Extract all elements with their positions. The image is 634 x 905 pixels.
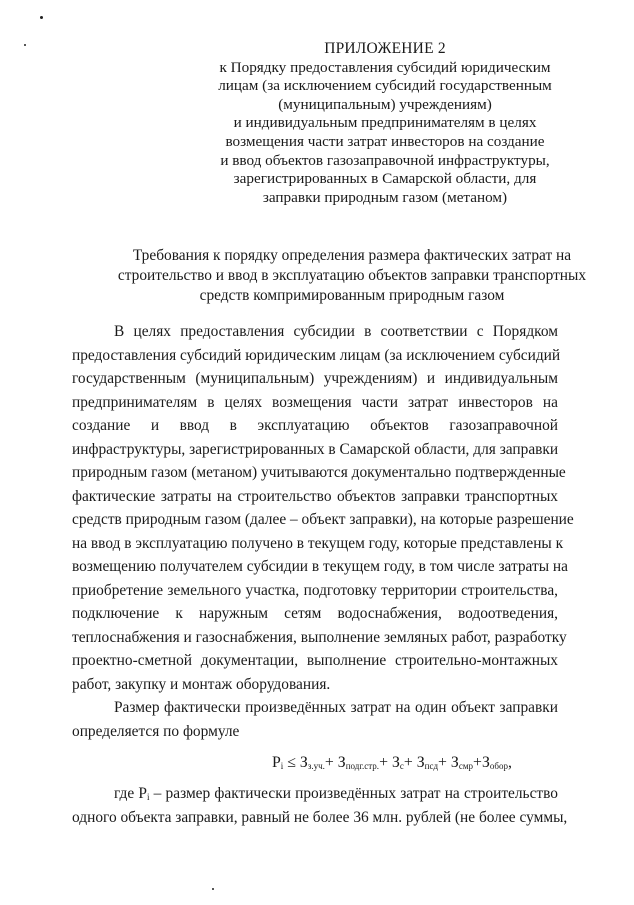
scan-speck xyxy=(212,888,214,890)
appendix-line: заправки природным газом (метаном) xyxy=(262,188,508,206)
formula-term: З xyxy=(337,754,346,771)
appendix-line: (муниципальным) учреждениям) xyxy=(278,95,492,113)
formula-lhs: P xyxy=(272,754,281,771)
body-paragraphs xyxy=(72,320,574,743)
definition-rest: – размер фактически произведённых затрат на строительство xyxy=(149,785,558,802)
formula-term-sub: подг.стр. xyxy=(345,761,380,771)
paragraph-line: государственным (муниципальным) учреждениям) и индивидуальным xyxy=(72,370,558,387)
appendix-line: и индивидуальным предпринимателям в целях xyxy=(233,114,537,132)
paragraph-line: работ, закупку и монтаж оборудования. xyxy=(72,675,331,693)
formula-term-sub: псд xyxy=(424,761,439,771)
paragraph-line: одного объекта заправки, равный не более 36 млн. рублей (не более суммы, xyxy=(72,808,568,826)
heading-line: строительство и ввод в эксплуатацию объектов заправки транспортных xyxy=(117,267,587,284)
formula-plus: + xyxy=(473,754,482,771)
scan-speck xyxy=(40,16,43,19)
scan-speck xyxy=(24,44,26,46)
paragraph-line: предпринимателям в целях возмещения части затрат инвесторов на xyxy=(72,393,558,411)
paragraph-line: предоставления субсидий юридическим лицам (за исключением субсидий xyxy=(72,346,561,364)
definition-prefix: где P xyxy=(114,785,147,802)
formula-relation: ≤ xyxy=(287,754,296,771)
paragraph-line: Размер фактически произведённых затрат на один объект заправки xyxy=(114,699,558,716)
appendix-line: зарегистрированных в Самарской области, для xyxy=(233,170,537,188)
paragraph-line: средств природным газом (далее – объект заправки), на которые разрешение xyxy=(72,511,574,528)
paragraph-line: приобретение земельного участка, подготовку территории строительства, xyxy=(72,581,558,599)
formula-term-sub: смр xyxy=(458,761,474,771)
appendix-line: и ввод объектов газозаправочной инфраструктуры, xyxy=(220,151,550,169)
heading-line: средств компримированным природным газом xyxy=(199,287,505,304)
paragraph-line: проектно-сметной документации, выполнение строительно-монтажных xyxy=(72,652,558,669)
formula-term: З xyxy=(450,754,459,771)
paragraph-line: природным газом (метаном) учитываются документально подтвержденные xyxy=(72,464,566,481)
formula-plus: + xyxy=(324,754,334,771)
paragraph-line: инфраструктуры, зарегистрированных в Самарской области, для заправки xyxy=(72,440,559,458)
appendix-line: возмещения части затрат инвесторов на создание xyxy=(225,132,545,150)
appendix-line: лицам (за исключением субсидий государственным xyxy=(218,77,552,95)
paragraph-line: возмещению получателем субсидии в текущем году, в том числе затраты на xyxy=(72,558,568,575)
formula-plus: + xyxy=(438,754,447,771)
document-heading xyxy=(72,246,632,306)
formula-term-sub: обор xyxy=(489,761,508,771)
paragraph-line: определяется по формуле xyxy=(72,722,240,740)
formula-lhs-sub: i xyxy=(280,761,284,771)
appendix-title: ПРИЛОЖЕНИЕ 2 xyxy=(324,40,446,57)
formula-term: З xyxy=(416,754,425,771)
paragraph-line xyxy=(72,782,558,806)
formula-term: З xyxy=(481,754,490,771)
paragraph-line: на ввод в эксплуатацию получено в текущем году, которые представлены к xyxy=(72,534,564,552)
formula-end: , xyxy=(507,754,512,771)
cost-formula xyxy=(272,754,512,772)
paragraph-line: подключение к наружным сетям водоснабжения, водоотведения, xyxy=(72,605,558,622)
paragraph-line: создание и ввод в эксплуатацию объектов газозаправочной xyxy=(72,417,558,434)
appendix-header xyxy=(200,40,570,207)
paragraph-line: теплоснабжения и газоснабжения, выполнение земляных работ, разработку xyxy=(72,628,567,646)
paragraph-line: В целях предоставления субсидии в соответствии с Порядком xyxy=(114,323,558,340)
formula-plus: + xyxy=(379,754,388,771)
formula-term: З xyxy=(391,754,400,771)
paragraph-line: фактические затраты на строительство объектов заправки транспортных xyxy=(72,487,558,505)
heading-line: Требования к порядку определения размера фактических затрат на xyxy=(132,247,572,264)
appendix-line: к Порядку предоставления субсидий юридическим xyxy=(219,58,551,76)
formula-term-sub: з.уч. xyxy=(307,761,325,771)
formula-term: З xyxy=(299,754,308,771)
definition-sub: i xyxy=(146,792,150,802)
definition-paragraph xyxy=(72,782,568,829)
formula-term-sub: с xyxy=(399,761,404,771)
formula-plus: + xyxy=(403,754,413,771)
